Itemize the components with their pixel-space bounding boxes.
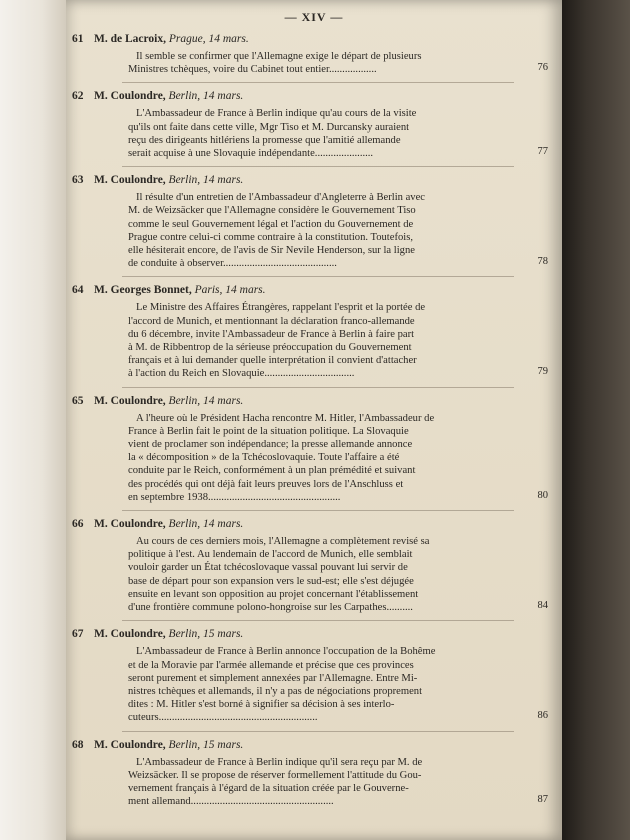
document-entry: [66, 517, 562, 614]
entry-summary: [66, 301, 562, 380]
summary-line: en septembre 1938..................................................: [128, 491, 341, 503]
entry-heading: [66, 738, 562, 753]
document-page: [66, 0, 562, 840]
page-reference: 84: [537, 600, 548, 612]
entry-summary: [66, 756, 562, 809]
entry-author: M. Georges Bonnet,: [94, 284, 192, 297]
entry-author: M. Coulondre,: [94, 174, 166, 187]
summary-line: l'accord de Munich, et mentionnant la déclaration franco-allemande: [128, 315, 415, 327]
page-reference: 77: [537, 146, 548, 157]
summary-line: la « décomposition » de la Tchécoslovaquie. Toute l'affaire a été: [128, 452, 400, 464]
document-entry: [66, 32, 562, 76]
summary-line: base de départ pour son expansion vers le sud-est; elle s'est déjugée: [128, 575, 414, 587]
summary-line: dites : M. Hitler s'est borné à signifier sa décision à ses interlo-: [128, 699, 395, 711]
summary-line: conduite par le Reich, conformément à un plan prémédité et suivant: [128, 465, 416, 477]
summary-line: vernement français à l'égard de la situation créée par le Gouverne-: [128, 782, 409, 794]
summary-line: L'Ambassadeur de France à Berlin annonce l'occupation de la Bohême: [136, 646, 436, 658]
entry-number: 66: [72, 518, 84, 531]
background-left: [0, 0, 70, 840]
entry-number: 65: [72, 394, 84, 407]
summary-line: ment allemand......................................................: [128, 796, 334, 808]
entry-separator: [122, 510, 514, 511]
entry-author: M. Coulondre,: [94, 394, 166, 407]
summary-line: cuteurs............................................................: [128, 712, 318, 724]
entry-summary: [66, 50, 562, 76]
summary-line: A l'heure où le Président Hacha rencontre M. Hitler, l'Ambassadeur de: [136, 412, 435, 424]
entry-place-date: Prague, 14 mars.: [168, 33, 249, 45]
entry-number: 61: [72, 33, 84, 45]
summary-line: Il résulte d'un entretien de l'Ambassadeur d'Angleterre à Berlin avec: [136, 192, 425, 204]
summary-line: français et à lui demander quelle interprétation il convient d'attacher: [128, 355, 417, 367]
entry-heading: [66, 283, 562, 298]
page-reference: 86: [537, 710, 548, 722]
page-header: — XIV —: [284, 10, 344, 24]
summary-line: ensuite en levant son opposition au projet concernant l'établissement: [128, 588, 419, 600]
page-reference: 78: [537, 256, 548, 268]
summary-line: reçu des dirigeants hitlériens la promesse que l'amitié allemande: [128, 134, 401, 146]
summary-line: elle hésiterait encore, de l'avis de Sir Nevile Henderson, sur la ligne: [128, 245, 415, 257]
document-entry: [66, 89, 562, 160]
page-reference: 79: [537, 366, 548, 378]
entry-author: M. Coulondre,: [94, 90, 166, 103]
entry-heading: [66, 89, 562, 104]
entry-number: 62: [72, 90, 84, 103]
summary-line: Il semble se confirmer que l'Allemagne exige le départ de plusieurs: [136, 51, 422, 62]
summary-line: et de la Moravie par l'armée allemande et précise que ces provinces: [128, 659, 414, 671]
entry-number: 63: [72, 174, 84, 187]
document-entry: [66, 738, 562, 809]
entry-separator: [122, 82, 514, 83]
entries-list: [66, 32, 562, 808]
entry-heading: [66, 32, 562, 47]
entry-place-date: Berlin, 14 mars.: [168, 174, 244, 187]
entry-separator: [122, 276, 514, 277]
summary-line: seront purement et simplement annexées par l'Allemagne. Entre Mi-: [128, 672, 418, 684]
entry-place-date: Berlin, 15 mars.: [168, 738, 244, 751]
entry-number: 67: [72, 628, 84, 641]
entry-place-date: Berlin, 14 mars.: [168, 90, 244, 103]
summary-line: politique à l'est. Au lendemain de l'accord de Munich, elle semblait: [128, 549, 413, 561]
summary-line: L'Ambassadeur de France à Berlin indique qu'il sera reçu par M. de: [136, 756, 423, 768]
entry-author: M. Coulondre,: [94, 628, 166, 641]
summary-line: vouloir garder un État tchécoslovaque vassal pouvant lui servir de: [128, 562, 408, 574]
summary-line: Prague contre celui-ci comme contraire à la constitution. Toutefois,: [128, 231, 413, 243]
summary-line: qu'ils ont faite dans cette ville, Mgr Tiso et M. Durcansky auraient: [128, 121, 410, 133]
summary-line: Weizsäcker. Il se propose de réserver formellement l'attitude du Gou-: [128, 769, 422, 781]
entry-place-date: Berlin, 14 mars.: [168, 394, 244, 407]
entry-separator: [122, 166, 514, 167]
entry-number: 68: [72, 738, 84, 751]
background-right: [558, 0, 630, 840]
page-reference: 76: [537, 62, 548, 74]
entry-summary: [66, 535, 562, 614]
summary-line: France à Berlin fait le point de la situation politique. La Slovaquie: [128, 425, 409, 437]
entry-place-date: Berlin, 15 mars.: [168, 628, 244, 641]
page-reference: 87: [537, 794, 548, 806]
entry-heading: [66, 517, 562, 532]
summary-line: de conduite à observer...........................................: [128, 258, 337, 270]
entry-separator: [122, 620, 514, 621]
summary-line: nistres tchèques et allemands, il n'y a pas de négociations proprement: [128, 685, 423, 697]
entry-author: M. de Lacroix,: [94, 33, 166, 45]
summary-line: à M. de Ribbentrop de la sérieuse préoccupation du Gouvernement: [128, 342, 412, 354]
entry-separator: [122, 387, 514, 388]
entry-summary: [66, 645, 562, 724]
summary-line: comme le seul Gouvernement légal et l'action du Gouvernement de: [128, 218, 414, 230]
entry-place-date: Berlin, 14 mars.: [168, 518, 244, 531]
entry-separator: [122, 731, 514, 732]
summary-line: à l'action du Reich en Slovaquie..................................: [128, 368, 355, 380]
summary-line: d'une frontière commune polono-hongroise sur les Carpathes..........: [128, 602, 413, 614]
entry-summary: [66, 107, 562, 160]
entry-heading: [66, 627, 562, 642]
summary-line: vient de proclamer son indépendance; la presse allemande annonce: [128, 439, 413, 451]
page-reference: 80: [537, 489, 548, 501]
document-entry: [66, 394, 562, 504]
document-entry: [66, 173, 562, 270]
entry-summary: [66, 191, 562, 270]
entry-summary: [66, 412, 562, 504]
document-entry: [66, 627, 562, 724]
entry-number: 64: [72, 284, 84, 297]
entry-author: M. Coulondre,: [94, 738, 166, 751]
document-entry: [66, 283, 562, 380]
summary-line: L'Ambassadeur de France à Berlin indique qu'au cours de la visite: [136, 108, 417, 120]
summary-line: Au cours de ces derniers mois, l'Allemagne a complètement revisé sa: [136, 536, 430, 548]
entry-heading: [66, 394, 562, 409]
summary-line: M. de Weizsäcker que l'Allemagne considère le Gouvernement Tiso: [128, 205, 416, 217]
summary-line: des procédés qui ont déjà fait leurs preuves lors de l'Anschluss et: [128, 478, 404, 490]
summary-line: Ministres tchèques, voire du Cabinet tout entier..................: [128, 64, 377, 76]
summary-line: Le Ministre des Affaires Étrangères, rappelant l'esprit et la portée de: [136, 302, 426, 314]
summary-line: serait acquise à une Slovaquie indépendante......................: [128, 148, 374, 160]
entry-place-date: Paris, 14 mars.: [194, 284, 266, 297]
entry-author: M. Coulondre,: [94, 518, 166, 531]
summary-line: du 6 décembre, invite l'Ambassadeur de France à Berlin à faire part: [128, 328, 415, 340]
entry-heading: [66, 173, 562, 188]
